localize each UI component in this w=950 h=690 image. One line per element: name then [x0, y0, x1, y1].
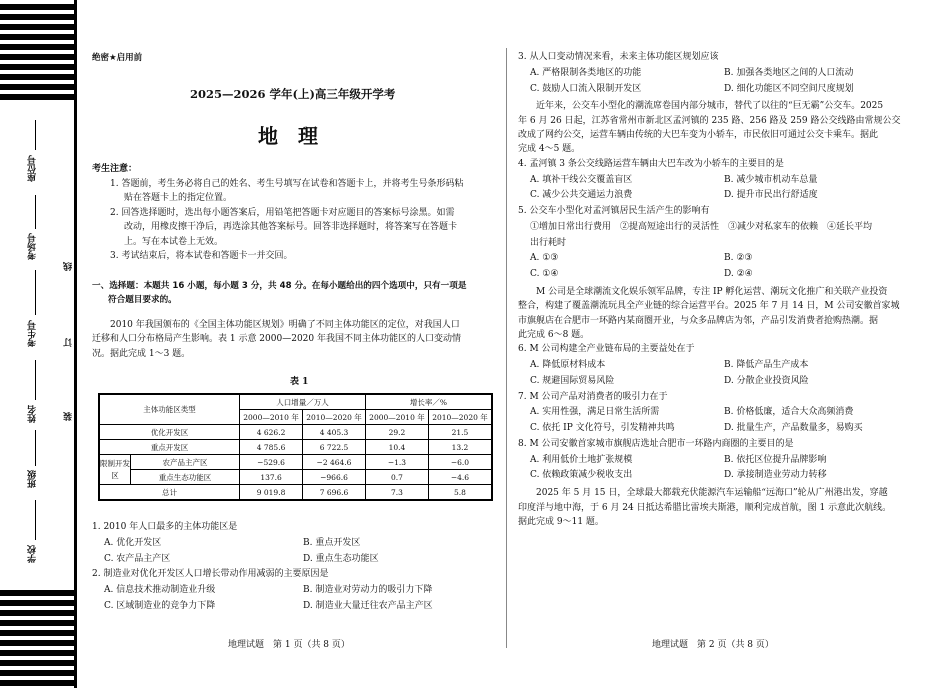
option[interactable]: A. ①③ [530, 253, 559, 264]
cell-name: 重点开发区 [99, 440, 240, 455]
option[interactable]: B. 减少城市机动车总量 [724, 174, 818, 185]
table-row [99, 425, 492, 440]
passage1 [92, 318, 502, 361]
questions-page1 [92, 520, 502, 615]
class-field[interactable] [35, 430, 36, 466]
cell: 13.2 [428, 440, 492, 455]
cell: 137.6 [240, 470, 303, 485]
cell: 4 405.3 [303, 425, 366, 440]
cell: −6.0 [428, 455, 492, 470]
option[interactable]: A. 信息技术推动制造业升级 [104, 585, 216, 595]
option[interactable]: B. 降低产品生产成本 [724, 360, 809, 371]
th-type: 主体功能区类型 [99, 394, 240, 425]
cell-name: 重点生态功能区 [131, 470, 240, 485]
seat-field[interactable] [35, 120, 36, 150]
option[interactable]: C. 规避国际贸易风险 [530, 375, 615, 386]
cell: 29.2 [365, 425, 428, 440]
passage2-line: 年 6 月 26 日起，江苏省常州市新北区孟河镇的 235 路、256 路及 259 路公交线路由常规公交 [518, 115, 901, 126]
notice-item: 1. 答题前，考生务必将自己的姓名、考生号填写在试卷和答题卡上，并将考生号条形码粘 [110, 179, 464, 189]
bind-char-order: 订 [64, 338, 74, 347]
subject-title: 地 理 [258, 124, 318, 148]
cell: 0.7 [365, 470, 428, 485]
cell: 5.8 [428, 485, 492, 501]
notice-item: 贴在答题卡上的指定位置。 [124, 193, 233, 204]
question-stem: 2. 制造业对优化开发区人口增长带动作用减弱的主要原因是 [92, 569, 329, 580]
table-caption: 表 1 [290, 377, 309, 387]
cell: 21.5 [428, 425, 492, 440]
passage3-line: M 公司是全球潮流文化娱乐领军品牌，专注 IP 孵化运营、潮玩文化推广和关联产业投资 [536, 286, 888, 297]
passage2-line: 完成 4～5 题。 [518, 144, 581, 155]
notice-list [110, 177, 495, 263]
option[interactable]: A. 填补干线公交覆盖盲区 [530, 174, 633, 185]
passage4 [518, 486, 918, 529]
notice-item: 3. 考试结束后，将本试卷和答题卡一并交回。 [110, 250, 293, 261]
school-field[interactable] [35, 500, 36, 540]
option[interactable]: A. 降低原材料成本 [530, 360, 606, 371]
notice-item: 2. 回答选择题时，选出每小题答案后，用铅笔把答题卡对应题目的答案标号涂黑。如需 [110, 207, 455, 218]
option[interactable]: D. 分散企业投资风险 [724, 375, 809, 386]
passage3-line: 此完成 6～8 题。 [518, 329, 590, 340]
cell: 7.3 [365, 485, 428, 501]
passage4-line: 据此完成 9～11 题。 [518, 516, 604, 527]
barcode-bottom [0, 590, 75, 690]
cell: 4 785.6 [240, 440, 303, 455]
cell: −1.3 [365, 455, 428, 470]
option[interactable]: C. ①④ [530, 269, 559, 280]
passage1-line: 2010 年我国颁布的《全国主体功能区规划》明确了不同主体功能区的定位，对我国人口 [110, 320, 460, 330]
cell: 7 696.6 [303, 485, 366, 501]
section1-heading [92, 280, 502, 308]
notice-item: 改动，用橡皮擦干净后，再选涂其他答案标号。回答非选择题时，将答案写在答题卡 [124, 222, 458, 233]
barcode-top [0, 4, 75, 104]
question-stem: 4. 孟河镇 3 条公交线路运营车辆由大巴车改为小轿车的主要目的是 [518, 158, 784, 169]
option[interactable]: A. 严格限制各类地区的功能 [530, 67, 642, 78]
table-row [99, 470, 492, 485]
room-field[interactable] [35, 195, 36, 229]
option[interactable]: D. 重点生态功能区 [303, 553, 379, 564]
exam-title: 2025—2026 学年(上)高三年级开学考 [190, 87, 396, 101]
option[interactable]: A. 利用低价土地扩张规模 [530, 454, 633, 465]
notice-title: 考生注意： [92, 164, 138, 174]
question-stem: 7. M 公司产品对消费者的吸引力在于 [518, 391, 668, 402]
exam-no-label: 考生号 [28, 320, 38, 347]
option[interactable]: C. 依赖政策减少税收支出 [530, 470, 633, 481]
cell: −4.6 [428, 470, 492, 485]
cell-name: 总计 [99, 485, 240, 501]
passage3-line: 市旗舰店在合肥市一环路内某商圈开业，与众多品牌店为邻，产品引发消费者抢购热潮。据 [518, 315, 879, 326]
option[interactable]: D. 提升市民出行舒适度 [724, 190, 818, 201]
th-period: 2010—2020 年 [303, 410, 366, 425]
cell: 4 626.2 [240, 425, 303, 440]
section1-line1: 一、选择题：本题共 16 小题，每小题 3 分，共 48 分。在每小题给出的四个选项中，只有一项是 [92, 281, 467, 291]
column-divider [506, 48, 507, 648]
cell-name: 优化开发区 [99, 425, 240, 440]
cell: 10.4 [365, 440, 428, 455]
question-stem: 5. 公交车小型化对孟河镇居民生活产生的影响有 [518, 206, 710, 217]
option[interactable]: C. 减少公共交通运力浪费 [530, 190, 633, 201]
cell-restrict: 限制开发区 [99, 455, 131, 485]
question-stem: 3. 从人口变动情况来看，未来主体功能区规划应该 [518, 52, 719, 62]
table-row [99, 485, 492, 501]
class-label: 班级 [28, 470, 38, 488]
exam-no-field[interactable] [35, 270, 36, 315]
notice-item: 上。写在本试卷上无效。 [124, 236, 224, 247]
th-rate: 增长率／% [365, 394, 492, 410]
footer-right: 地理试题 第 2 页（共 8 页） [652, 640, 774, 650]
question-items: ①增加日常出行费用 ②提高短途出行的灵活性 ③减少对私家车的依赖 ④延长平均 [530, 221, 873, 232]
question-stem: 6. M 公司构建全产业链布局的主要益处在于 [518, 344, 695, 355]
section1-line2: 符合题目要求的。 [108, 294, 177, 305]
table-row [99, 455, 492, 470]
passage1-line: 迁移和人口分布格局产生影响。表 1 示意 2000—2020 年我国不同主体功能区的人口变动情 [92, 334, 461, 345]
question-items: 出行耗时 [530, 237, 567, 248]
option[interactable]: D. 细化功能区不同空间尺度规划 [724, 83, 854, 94]
bind-char-line: 线 [64, 262, 74, 271]
name-label: 姓名 [28, 405, 38, 423]
th-pop: 人口增量／万人 [240, 394, 366, 410]
cell: −529.6 [240, 455, 303, 470]
passage4-line: 印度洋与地中海，于 6 月 24 日抵达希腊比雷埃夫斯港，顺利完成首航，图 1 示意此次航线。 [518, 502, 892, 513]
cell: −966.6 [303, 470, 366, 485]
option[interactable]: C. 依托 IP 文化符号，引发精神共鸣 [530, 423, 675, 434]
question-stem: 8. M 公司安徽首家城市旗舰店选址合肥市一环路内商圈的主要目的是 [518, 438, 794, 449]
option[interactable]: D. 制造业大量迁往农产品主产区 [303, 600, 433, 611]
option[interactable]: A. 实用性强，满足日常生活所需 [530, 407, 660, 418]
passage1-line: 况。据此完成 1～3 题。 [92, 348, 191, 359]
option[interactable]: B. 价格低廉，适合大众高频消费 [724, 407, 854, 418]
option[interactable]: B. 加强各类地区之间的人口流动 [724, 67, 854, 78]
passage3-line: 整合，构建了覆盖潮流玩具全产业链的综合运营平台。2025 年 7 月 14 日，M 公司安徽首家城 [518, 301, 900, 312]
cell-name: 农产品主产区 [131, 455, 240, 470]
table-row [99, 440, 492, 455]
passage2-line: 改成了网约公交，运营车辆由传统的大巴车变为小轿车，市民依旧可通过公交卡乘车。据此 [518, 130, 879, 141]
passage2-line: 近年来，公交车小型化的潮流席卷国内部分城市，替代了以往的“巨无霸”公交车。2025 [536, 101, 884, 112]
passage2 [518, 99, 918, 157]
option[interactable]: D. 批量生产，产品数量多，易购买 [724, 423, 863, 434]
passage3 [518, 285, 918, 343]
option[interactable]: B. 依托区位提升品牌影响 [724, 454, 827, 465]
seat-label: 座位号 [28, 155, 38, 182]
population-table [98, 393, 493, 501]
option[interactable]: A. 优化开发区 [104, 537, 162, 548]
page2-content [518, 50, 918, 529]
name-field[interactable] [35, 360, 36, 400]
option[interactable]: D. ②④ [724, 269, 753, 280]
option[interactable]: C. 鼓励人口流入限制开发区 [530, 83, 642, 94]
option[interactable]: B. ②③ [724, 253, 753, 264]
secret-label: 绝密★启用前 [92, 53, 143, 63]
cell: 9 019.8 [240, 485, 303, 501]
question-stem: 1. 2010 年人口最多的主体功能区是 [92, 522, 238, 532]
option[interactable]: D. 承接制造业劳动力转移 [724, 470, 827, 481]
cell: 6 722.5 [303, 440, 366, 455]
bind-char-pack: 装 [64, 412, 74, 421]
option[interactable]: C. 农产品主产区 [104, 553, 171, 564]
option[interactable]: B. 重点开发区 [303, 537, 361, 548]
option[interactable]: C. 区域制造业的竞争力下降 [104, 600, 216, 611]
footer-left: 地理试题 第 1 页（共 8 页） [228, 640, 350, 650]
cell: −2 464.6 [303, 455, 366, 470]
th-period: 2000—2010 年 [365, 410, 428, 425]
th-period: 2010—2020 年 [428, 410, 492, 425]
school-label: 学校 [28, 545, 38, 563]
room-label: 考场号 [28, 233, 38, 260]
th-period: 2000—2010 年 [240, 410, 303, 425]
passage4-line: 2025 年 5 月 15 日，全球最大都载充伏能源汽车运输船“远海口”轮从广州港出发，穿越 [536, 488, 888, 499]
option[interactable]: B. 制造业对劳动力的吸引力下降 [303, 585, 433, 595]
